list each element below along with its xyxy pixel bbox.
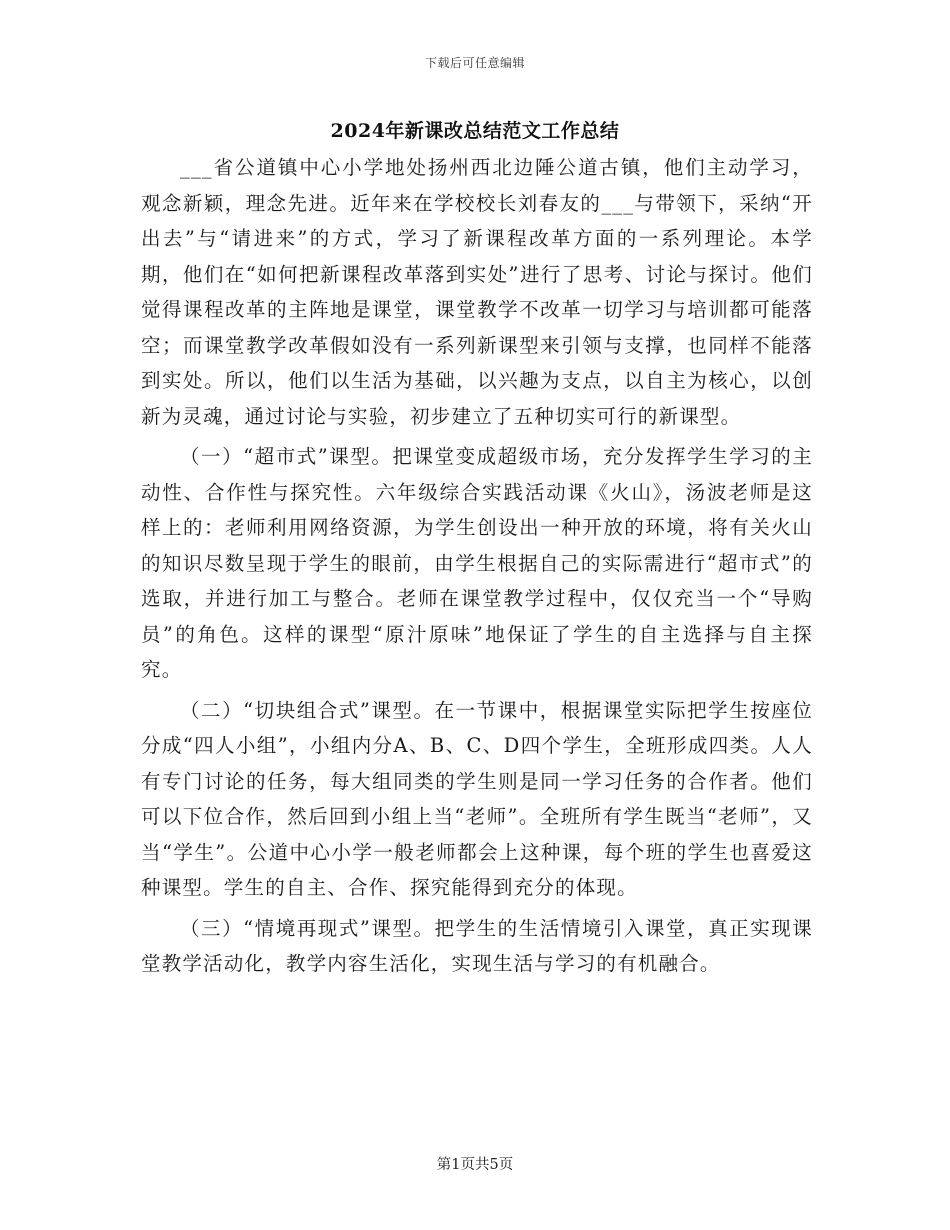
page-number: 第1页共5页 [436,1157,514,1173]
page-header-note: 下载后可任意编辑 [424,56,525,70]
paragraph-intro: ___省公道镇中心小学地处扬州西北边陲公道古镇，他们主动学习，观念新颖，理念先进。近年来在学校校长刘春友的___与带领下，采纳“开出去”与“请进来”的方式，学习了新课程改革方面的一系列理论。本学期，他们在“如何把新课程改革落到实处”进行了思考、讨论与探讨。他们觉得课程改革的主阵地是课堂，课堂教学不改革一切学习与培训都可能落空；而课堂教学改革假如没有一系列新课型来引领与支撑，也同样不能落到实处。所以，他们以生活为基础，以兴趣为支点，以自主为核心，以创新为灵魂，通过讨论与实验，初步建立了五种切实可行的新课型。 [141,156,813,428]
paragraph-section-1: （一）“超市式”课型。把课堂变成超级市场，充分发挥学生学习的主动性、合作性与探究性。六年级综合实践活动课《火山》，汤波老师是这样上的：老师利用网络资源，为学生创设出一种开放的环境，将有关火山的知识尽数呈现于学生的眼前，由学生根据自己的实际需进行“超市式”的选取，并进行加工与整合。老师在课堂教学过程中，仅仅充当一个“导购员”的角色。这样的课型“原汁原味”地保证了学生的自主选择与自主探究。 [141,445,813,681]
paragraph-section-2: （二）“切块组合式”课型。在一节课中，根据课堂实际把学生按座位分成“四人小组”，小组内分A、B、C、D四个学生，全班形成四类。人人有专门讨论的任务，每大组同类的学生则是同一学习任务的合作者。他们可以下位合作，然后回到小组上当“老师”。全班所有学生既当“老师”，又当“学生”。公道中心小学一般老师都会上这种课，每个班的学生也喜爱这种课型。学生的自主、合作、探究能得到充分的体现。 [141,698,813,899]
document-body [141,150,813,987]
document-title: 2024年新课改总结范文工作总结 [330,120,620,142]
paragraph-section-3: （三）“情境再现式”课型。把学生的生活情境引入课堂，真正实现课堂教学活动化，教学内容生活化，实现生活与学习的有机融合。 [141,916,813,975]
